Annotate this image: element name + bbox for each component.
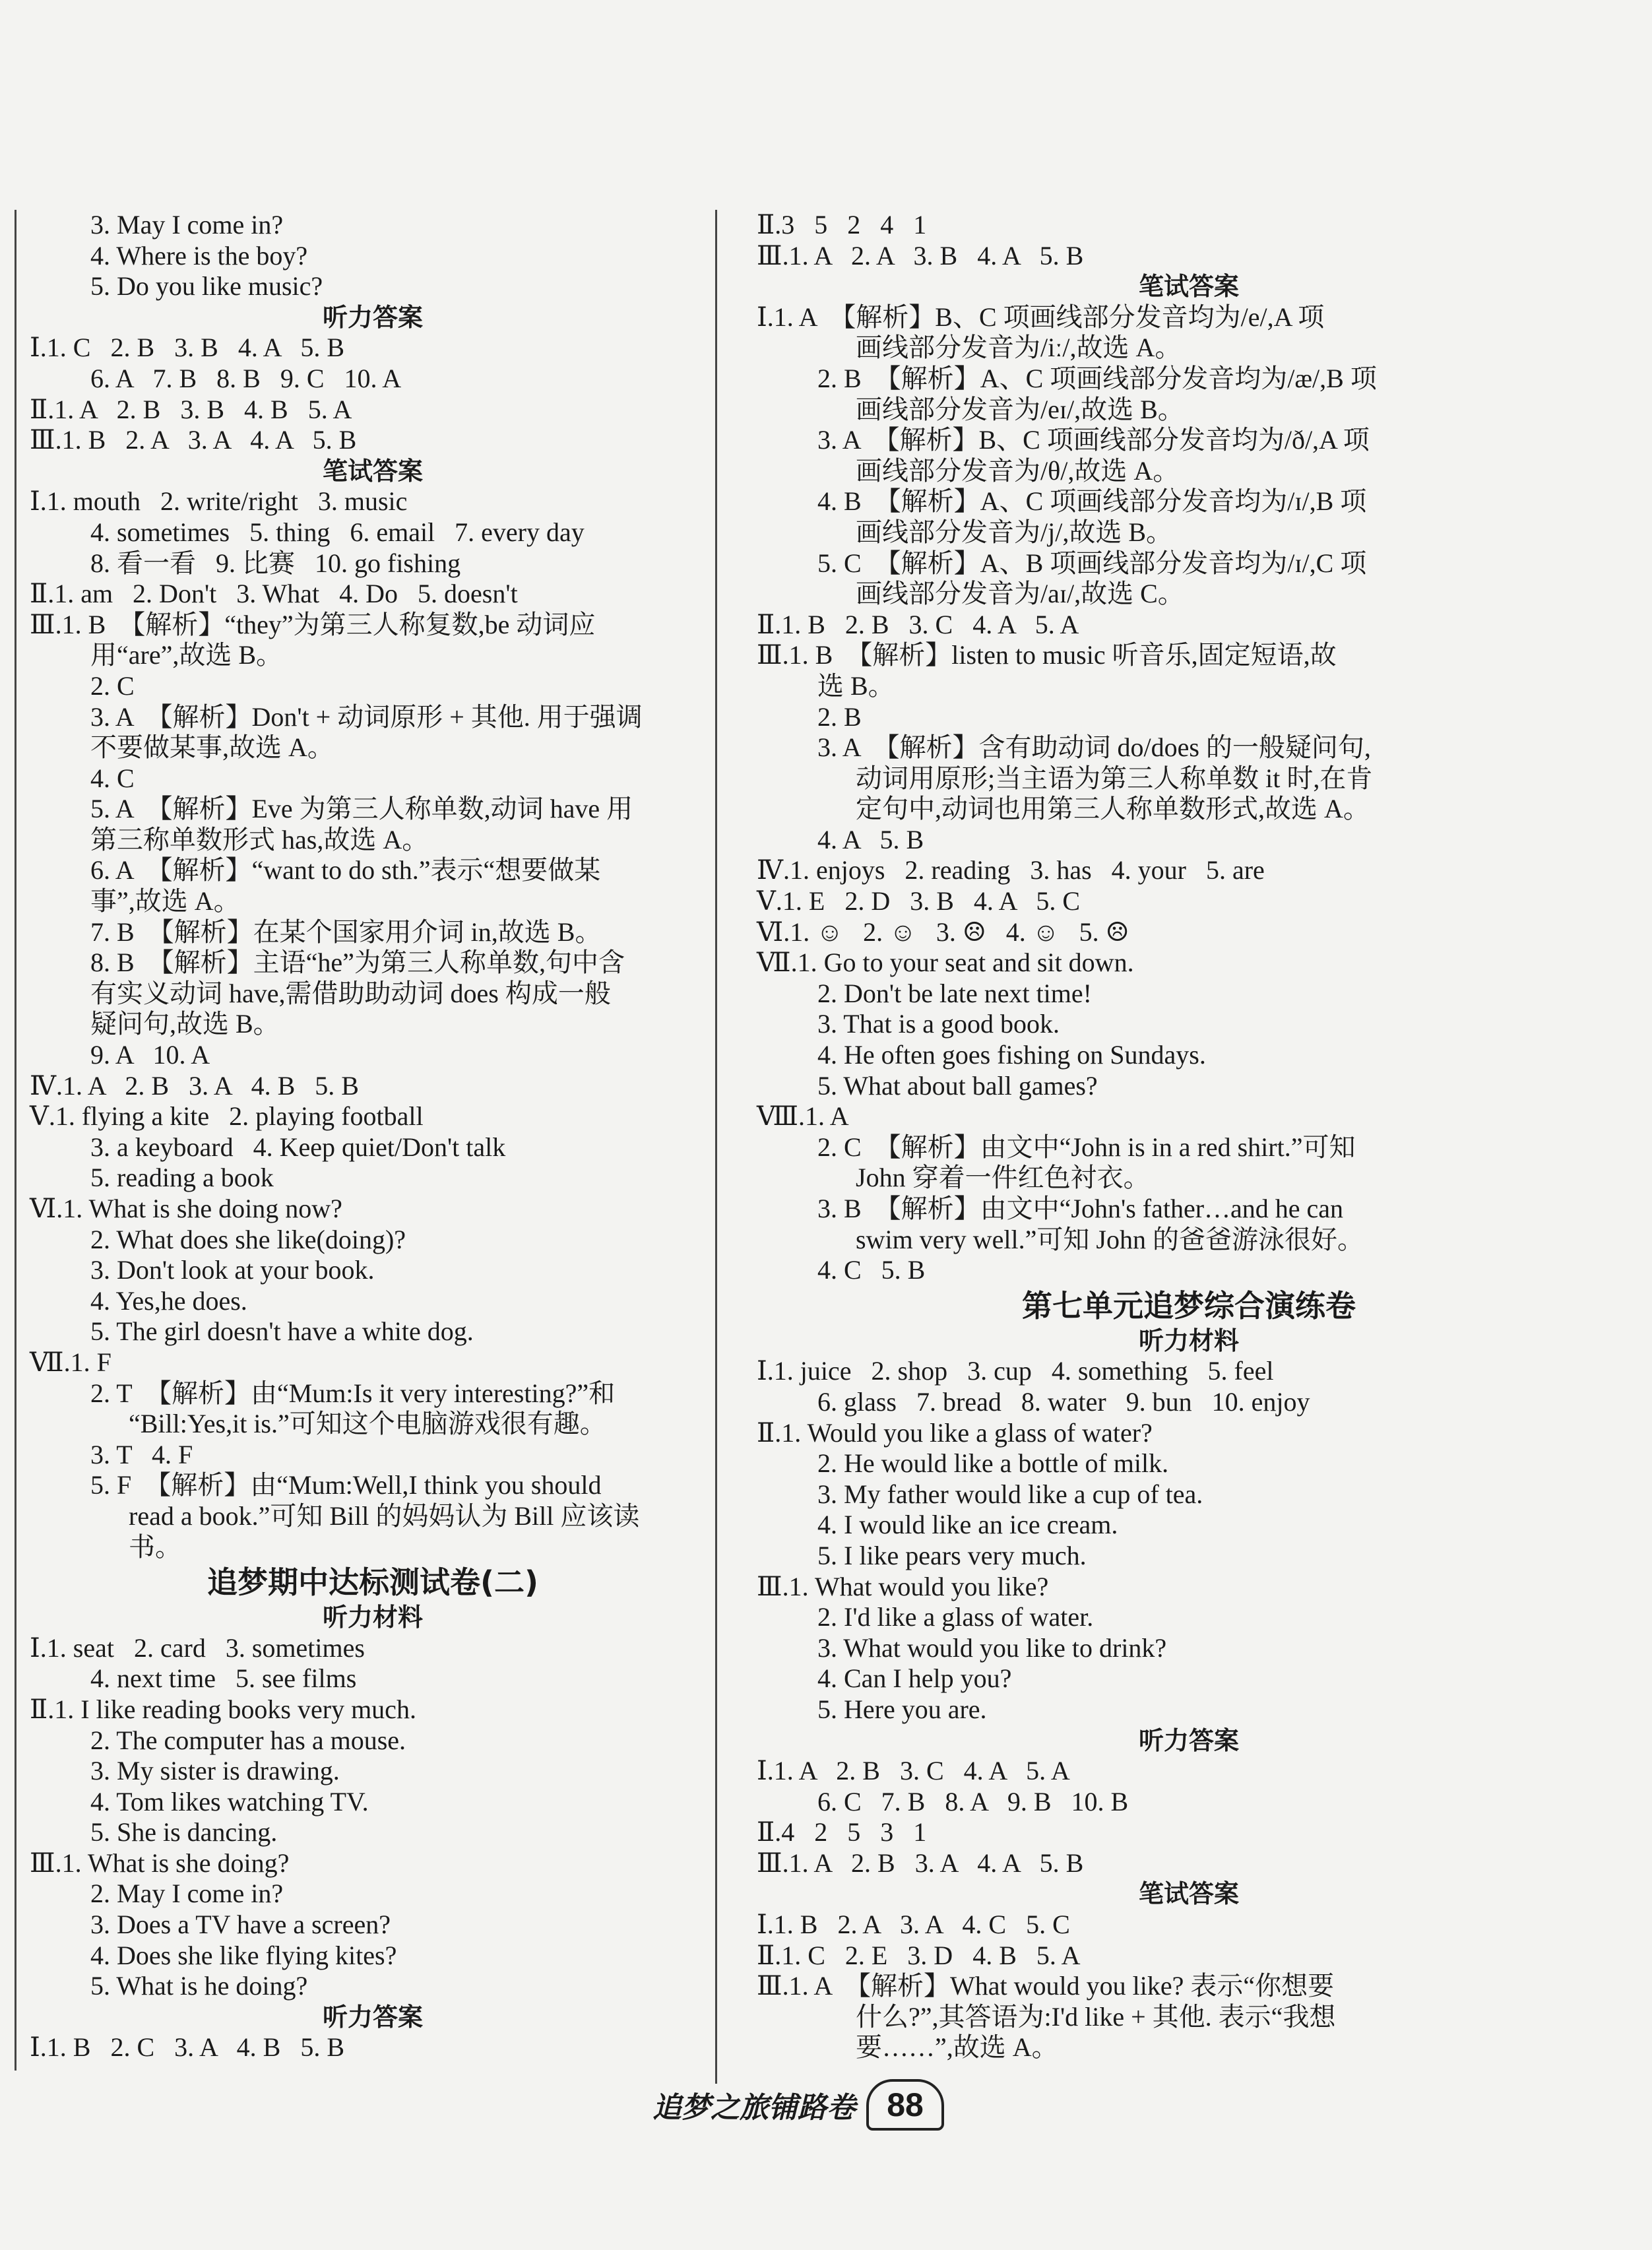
answer-line: 7. B 【解析】在某个国家用介词 in,故选 B。 xyxy=(90,916,602,947)
answer-line: Ⅴ.1. flying a kite 2. playing football xyxy=(30,1101,424,1132)
answer-line: 4. He often goes fishing on Sundays. xyxy=(817,1040,1206,1070)
answer-line: 3. T 4. F xyxy=(90,1439,193,1469)
answer-line: 5. A 【解析】Eve 为第三人称单数,动词 have 用 xyxy=(90,794,633,824)
answer-line: 不要做某事,故选 A。 xyxy=(90,732,334,763)
answer-line: Ⅱ.1. A 2. B 3. B 4. B 5. A xyxy=(30,394,352,424)
section-heading: 听力材料 xyxy=(1138,1326,1239,1355)
answer-line: Ⅲ.1. B 【解析】“they”为第三人称复数,be 动词应 xyxy=(30,609,596,639)
left-column xyxy=(15,210,716,2071)
answer-line: 定句中,动词也用第三人称单数形式,故选 A。 xyxy=(856,794,1370,824)
answer-line: 6. A 7. B 8. B 9. C 10. A xyxy=(90,363,402,393)
answer-line: 4. next time 5. see films xyxy=(90,1663,357,1694)
answer-line: Ⅰ.1. C 2. B 3. B 4. A 5. B xyxy=(30,333,344,363)
answer-line: Ⅲ.1. A 2. B 3. A 4. A 5. B xyxy=(757,1848,1084,1878)
answer-line: 3. Does a TV have a screen? xyxy=(90,1910,391,1940)
answer-line: 2. C xyxy=(90,670,135,701)
section-heading: 笔试答案 xyxy=(1138,272,1239,302)
answer-line: 3. Don't look at your book. xyxy=(90,1255,375,1285)
answer-line: Ⅰ.1. seat 2. card 3. sometimes xyxy=(30,1632,365,1663)
answer-line: Ⅶ.1. F xyxy=(30,1347,111,1377)
answer-line: 用“are”,故选 B。 xyxy=(90,640,283,670)
answer-line: 6. C 7. B 8. A 9. B 10. B xyxy=(817,1786,1129,1816)
answer-line: 4. I would like an ice cream. xyxy=(817,1510,1118,1540)
answer-line: Ⅵ.1. ☺ 2. ☺ 3. ☹ 4. ☺ 5. ☹ xyxy=(757,916,1129,947)
answer-line: 3. A 【解析】含有助动词 do/does 的一般疑问句, xyxy=(817,732,1371,763)
answer-line: Ⅲ.1. What is she doing? xyxy=(30,1848,290,1878)
answer-line: Ⅷ.1. A xyxy=(757,1101,849,1132)
right-column xyxy=(715,210,1621,2084)
answer-line: Ⅵ.1. What is she doing now? xyxy=(30,1194,342,1223)
answer-line: 第三称单数形式 has,故选 A。 xyxy=(90,824,429,854)
answer-line: 3. a keyboard 4. Keep quiet/Don't talk xyxy=(90,1132,506,1162)
answer-line: 5. What is he doing? xyxy=(90,1971,308,2001)
answer-line: 4. sometimes 5. thing 6. email 7. every day xyxy=(90,517,585,547)
answer-line: Ⅳ.1. enjoys 2. reading 3. has 4. your 5. are xyxy=(757,855,1265,885)
answer-line: 4. Where is the boy? xyxy=(90,240,308,271)
page-footer xyxy=(627,2072,970,2138)
answer-line: 事”,故选 A。 xyxy=(90,886,240,916)
answer-line: Ⅰ.1. mouth 2. write/right 3. music xyxy=(30,486,408,517)
answer-line: 4. Tom likes watching TV. xyxy=(90,1786,369,1816)
answer-line: Ⅰ.1. A 【解析】B、C 项画线部分发音均为/e/,A 项 xyxy=(757,302,1325,332)
answer-line: 3. What would you like to drink? xyxy=(817,1632,1167,1663)
answer-line: Ⅲ.1. What would you like? xyxy=(757,1571,1049,1601)
answer-line: Ⅰ.1. A 2. B 3. C 4. A 5. A xyxy=(757,1756,1070,1786)
answer-line: 6. glass 7. bread 8. water 9. bun 10. enjoy xyxy=(817,1386,1310,1417)
answer-line: 3. A 【解析】Don't + 动词原形 + 其他. 用于强调 xyxy=(90,701,643,732)
answer-line: 2. B 【解析】A、C 项画线部分发音均为/æ/,B 项 xyxy=(817,363,1377,393)
answer-line: Ⅲ.1. B 2. A 3. A 4. A 5. B xyxy=(30,425,357,455)
answer-line: 5. The girl doesn't have a white dog. xyxy=(90,1316,474,1347)
section-heading: 听力材料 xyxy=(322,1603,423,1632)
section-heading: 追梦期中达标测试卷(二) xyxy=(206,1564,539,1601)
answer-line: 4. B 【解析】A、C 项画线部分发音均为/ɪ/,B 项 xyxy=(817,486,1367,517)
answer-line: 要……”,故选 A。 xyxy=(856,2032,1058,2063)
answer-line: 6. A 【解析】“want to do sth.”表示“想要做某 xyxy=(90,855,601,885)
page-number: 88 xyxy=(866,2079,944,2131)
answer-line: Ⅲ.1. A 【解析】What would you like? 表示“你想要 xyxy=(757,1971,1335,2001)
answer-line: Ⅱ.3 5 2 4 1 xyxy=(757,210,927,240)
answer-line: 3. B 【解析】由文中“John's father…and he can xyxy=(817,1194,1344,1223)
answer-line: Ⅱ.1. C 2. E 3. D 4. B 5. A xyxy=(757,1940,1081,1970)
answer-line: Ⅱ.1. I like reading books very much. xyxy=(30,1694,416,1724)
answer-line: 3. May I come in? xyxy=(90,210,284,240)
answer-line: Ⅰ.1. juice 2. shop 3. cup 4. something 5. feel xyxy=(757,1356,1274,1386)
answer-line: 动词用原形;当主语为第三人称单数 it 时,在肯 xyxy=(856,763,1373,793)
answer-line: Ⅴ.1. E 2. D 3. B 4. A 5. C xyxy=(757,886,1081,916)
section-heading: 第七单元追梦综合演练卷 xyxy=(1022,1287,1356,1324)
section-heading: 听力答案 xyxy=(322,302,423,332)
answer-line: Ⅲ.1. A 2. A 3. B 4. A 5. B xyxy=(757,240,1084,271)
answer-line: read a book.”可知 Bill 的妈妈认为 Bill 应该读 xyxy=(129,1500,640,1531)
answer-line: 2. T 【解析】由“Mum:Is it very interesting?”和 xyxy=(90,1378,616,1408)
answer-line: 4. Can I help you? xyxy=(817,1663,1012,1694)
answer-line: 2. I'd like a glass of water. xyxy=(817,1602,1094,1632)
answer-line: Ⅱ.1. B 2. B 3. C 4. A 5. A xyxy=(757,609,1079,639)
section-heading: 笔试答案 xyxy=(322,456,423,486)
answer-line: 画线部分发音为/iː/,故选 A。 xyxy=(856,333,1182,363)
answer-line: 5. What about ball games? xyxy=(817,1070,1098,1101)
answer-line: Ⅲ.1. B 【解析】listen to music 听音乐,固定短语,故 xyxy=(757,640,1337,670)
section-heading: 听力答案 xyxy=(322,2002,423,2032)
answer-line: 4. Does she like flying kites? xyxy=(90,1940,397,1970)
answer-line: 画线部分发音为/θ/,故选 A。 xyxy=(856,455,1180,486)
answer-line: 2. What does she like(doing)? xyxy=(90,1224,406,1254)
answer-line: 4. A 5. B xyxy=(817,824,924,854)
answer-line: John 穿着一件红色衬衣。 xyxy=(856,1163,1150,1193)
answer-line: Ⅱ.1. Would you like a glass of water? xyxy=(757,1417,1153,1448)
answer-line: 5. I like pears very much. xyxy=(817,1540,1087,1570)
answer-line: “Bill:Yes,it is.”可知这个电脑游戏很有趣。 xyxy=(129,1409,606,1439)
answer-line: 9. A 10. A xyxy=(90,1040,210,1070)
answer-line: 选 B。 xyxy=(817,670,895,701)
answer-line: 5. C 【解析】A、B 项画线部分发音均为/ɪ/,C 项 xyxy=(817,548,1367,578)
answer-line: 5. Here you are. xyxy=(817,1694,987,1724)
answer-line: 5. reading a book xyxy=(90,1163,274,1193)
answer-line: 4. C 5. B xyxy=(817,1255,926,1285)
answer-line: 什么?”,其答语为:I'd like + 其他. 表示“我想 xyxy=(856,2001,1336,2032)
answer-line: 3. My father would like a cup of tea. xyxy=(817,1479,1203,1509)
answer-line: Ⅳ.1. A 2. B 3. A 4. B 5. B xyxy=(30,1070,359,1101)
answer-line: 3. My sister is drawing. xyxy=(90,1756,340,1786)
answer-line: swim very well.”可知 John 的爸爸游泳很好。 xyxy=(856,1224,1364,1254)
answer-line: 5. F 【解析】由“Mum:Well,I think you should xyxy=(90,1470,602,1500)
section-heading: 听力答案 xyxy=(1138,1725,1239,1755)
answer-line: Ⅱ.1. am 2. Don't 3. What 4. Do 5. doesn't xyxy=(30,579,518,609)
answer-line: 3. A 【解析】B、C 项画线部分发音均为/ð/,A 项 xyxy=(817,425,1370,455)
answer-line: 疑问句,故选 B。 xyxy=(90,1009,280,1039)
answer-line: 2. B xyxy=(817,701,862,732)
brand-logo: 追梦之旅铺路卷 xyxy=(652,2091,856,2125)
answer-line: Ⅰ.1. B 2. C 3. A 4. B 5. B xyxy=(30,2032,344,2063)
answer-line: Ⅰ.1. B 2. A 3. A 4. C 5. C xyxy=(757,1910,1070,1940)
answer-line: 书。 xyxy=(129,1531,181,1562)
answer-line: 4. C xyxy=(90,763,135,793)
answer-line: 3. That is a good book. xyxy=(817,1009,1060,1039)
answer-line: 2. Don't be late next time! xyxy=(817,978,1092,1008)
answer-line: Ⅶ.1. Go to your seat and sit down. xyxy=(757,948,1134,978)
answer-line: 画线部分发音为/j/,故选 B。 xyxy=(856,517,1173,547)
answer-line: 画线部分发音为/eɪ/,故选 B。 xyxy=(856,394,1184,424)
answer-line: 2. May I come in? xyxy=(90,1879,284,1909)
answer-line: 5. She is dancing. xyxy=(90,1817,278,1848)
answer-line: Ⅱ.4 2 5 3 1 xyxy=(757,1817,927,1848)
answer-line: 画线部分发音为/aɪ/,故选 C。 xyxy=(856,579,1184,609)
answer-line: 5. Do you like music? xyxy=(90,271,323,302)
section-heading: 笔试答案 xyxy=(1138,1879,1239,1909)
answer-line: 有实义动词 have,需借助助动词 does 构成一般 xyxy=(90,978,611,1008)
answer-line: 2. He would like a bottle of milk. xyxy=(817,1448,1169,1479)
answer-line: 8. 看一看 9. 比赛 10. go fishing xyxy=(90,548,461,578)
answer-line: 4. Yes,he does. xyxy=(90,1285,247,1316)
answer-line: 8. B 【解析】主语“he”为第三人称单数,句中含 xyxy=(90,948,625,978)
answer-line: 2. The computer has a mouse. xyxy=(90,1725,406,1755)
answer-line: 2. C 【解析】由文中“John is in a red shirt.”可知 xyxy=(817,1132,1356,1162)
